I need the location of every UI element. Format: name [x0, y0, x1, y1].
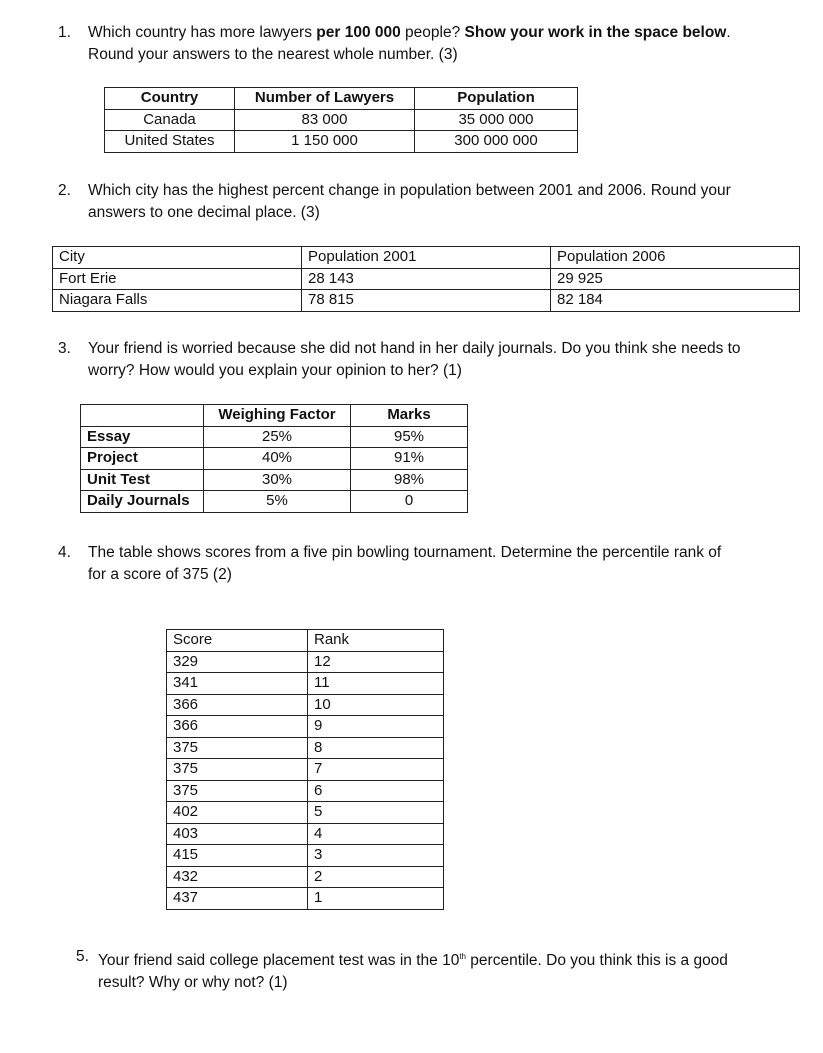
table-cell: 35 000 000: [415, 109, 578, 131]
table-cell: 8: [308, 737, 444, 759]
table-header: Population 2001: [302, 247, 551, 269]
table-cell: 29 925: [551, 268, 800, 290]
table-cell: 28 143: [302, 268, 551, 290]
table-cell: 341: [167, 673, 308, 695]
table-header-row: [53, 247, 800, 269]
table-cell: 403: [167, 823, 308, 845]
table-row: [167, 759, 444, 781]
bowling-table: [166, 629, 444, 910]
table-cell: 375: [167, 780, 308, 802]
table-header: [81, 405, 204, 427]
question-number: 1.: [58, 24, 71, 41]
table-cell: 25%: [204, 426, 351, 448]
table-header-row: [105, 88, 578, 110]
table-row: [105, 131, 578, 153]
table-cell: 0: [351, 491, 468, 513]
question-text: Which city has the highest percent change in population between 2001 and 2006. Round your answers to one decimal place. (3): [88, 182, 731, 221]
table-row: [167, 651, 444, 673]
table-row: [167, 737, 444, 759]
lawyers-table: [104, 87, 578, 153]
table-row: [167, 845, 444, 867]
table-cell: 4: [308, 823, 444, 845]
table-row: [167, 823, 444, 845]
table-header: Population: [415, 88, 578, 110]
table-cell: 5: [308, 802, 444, 824]
table-cell: 82 184: [551, 290, 800, 312]
table-cell: 7: [308, 759, 444, 781]
table-cell: 10: [308, 694, 444, 716]
population-table: [52, 246, 800, 312]
table-cell: 83 000: [235, 109, 415, 131]
question-2: [58, 180, 798, 226]
table-cell: Niagara Falls: [53, 290, 302, 312]
table-header: Weighing Factor: [204, 405, 351, 427]
question-text: Your friend said college placement test was in the 10th percentile. Do you think this is a good result? Why or why not? (1): [98, 952, 728, 992]
table-cell: 11: [308, 673, 444, 695]
table-cell: 40%: [204, 448, 351, 470]
table-cell: 432: [167, 866, 308, 888]
table-row: [167, 716, 444, 738]
table-cell: United States: [105, 131, 235, 153]
table-row: [167, 866, 444, 888]
table-header: Population 2006: [551, 247, 800, 269]
table-cell: Unit Test: [81, 469, 204, 491]
table-cell: 366: [167, 694, 308, 716]
table-cell: 2: [308, 866, 444, 888]
question-number: 5.: [76, 948, 89, 965]
table-header: Rank: [308, 630, 444, 652]
question-number: 3.: [58, 340, 71, 357]
table-header: Country: [105, 88, 235, 110]
table-cell: Canada: [105, 109, 235, 131]
table-cell: 437: [167, 888, 308, 910]
question-number: 2.: [58, 182, 71, 199]
table-cell: 6: [308, 780, 444, 802]
table-cell: 12: [308, 651, 444, 673]
table-row: [53, 268, 800, 290]
table-cell: Daily Journals: [81, 491, 204, 513]
table-cell: 1: [308, 888, 444, 910]
table-cell: 375: [167, 737, 308, 759]
table-cell: 366: [167, 716, 308, 738]
grades-table: [80, 404, 468, 513]
table-row: [167, 673, 444, 695]
question-text: Your friend is worried because she did not hand in her daily journals. Do you think she needs to worry? How would you explain your opinion to her? (1): [88, 340, 741, 379]
table-cell: 78 815: [302, 290, 551, 312]
table-row: [81, 469, 468, 491]
table-cell: 91%: [351, 448, 468, 470]
question-4: [58, 542, 798, 588]
table-header: Score: [167, 630, 308, 652]
table-row: [81, 448, 468, 470]
table-cell: Project: [81, 448, 204, 470]
table-row: [81, 491, 468, 513]
table-header: Number of Lawyers: [235, 88, 415, 110]
table-cell: 3: [308, 845, 444, 867]
table-row: [53, 290, 800, 312]
table-row: [105, 109, 578, 131]
table-cell: 415: [167, 845, 308, 867]
table-cell: 375: [167, 759, 308, 781]
table-cell: 5%: [204, 491, 351, 513]
table-cell: 95%: [351, 426, 468, 448]
table-cell: Essay: [81, 426, 204, 448]
table-cell: 329: [167, 651, 308, 673]
table-header: City: [53, 247, 302, 269]
table-row: [167, 888, 444, 910]
table-row: [167, 694, 444, 716]
question-3: [58, 338, 818, 384]
table-row: [167, 802, 444, 824]
table-header-row: [81, 405, 468, 427]
table-cell: 1 150 000: [235, 131, 415, 153]
question-text: The table shows scores from a five pin bowling tournament. Determine the percentile rank of for a score of 375 (2): [88, 544, 722, 583]
question-1: [58, 22, 798, 68]
table-cell: 98%: [351, 469, 468, 491]
table-cell: 300 000 000: [415, 131, 578, 153]
table-row: [167, 780, 444, 802]
table-cell: 9: [308, 716, 444, 738]
table-row: [81, 426, 468, 448]
question-5: [76, 946, 806, 992]
table-cell: 402: [167, 802, 308, 824]
question-text: Which country has more lawyers per 100 000 people? Show your work in the space below. Round your answers to the nearest whole number. (3): [88, 24, 731, 63]
question-number: 4.: [58, 544, 71, 561]
table-header-row: [167, 630, 444, 652]
table-header: Marks: [351, 405, 468, 427]
table-cell: Fort Erie: [53, 268, 302, 290]
table-cell: 30%: [204, 469, 351, 491]
